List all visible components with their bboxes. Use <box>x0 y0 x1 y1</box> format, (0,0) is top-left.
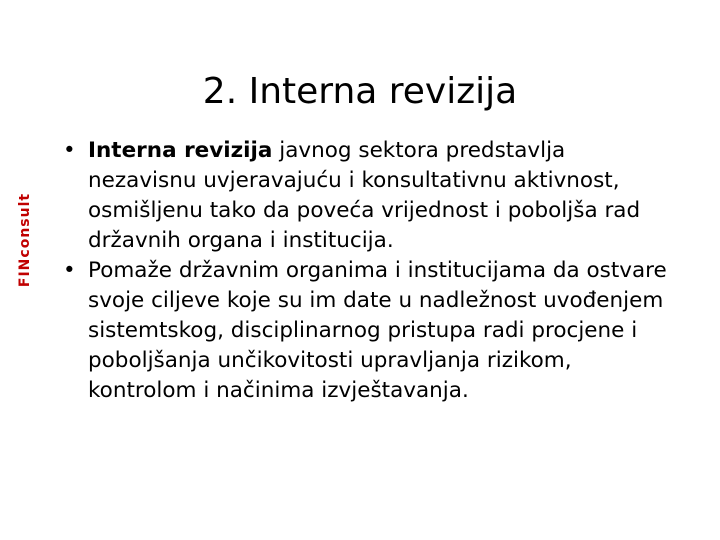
bullet-item-2 <box>60 256 680 406</box>
bullet-1-text: javnog sektora predstavlja nezavisnu uvjeravajuću i konsultativnu aktivnost, osmišljenu tako da poveća vrijednost i poboljša rad državnih organa i institucija. <box>88 138 641 253</box>
bullet-list <box>60 136 680 406</box>
slide-title: 2. Interna revizija <box>202 71 518 113</box>
bullet-2-text: Pomaže državnim organima i institucijama da ostvare svoje ciljeve koje su im date u nadležnost uvođenjem sistemtskog, disciplinarnog pristupa radi procjene i poboljšanja unčikovitosti upravljanja rizikom, kontrolom i načinima izvještavanja. <box>88 258 667 403</box>
brand-logo <box>14 166 36 314</box>
bullet-1-bold-lead: Interna revizija <box>88 138 273 163</box>
brand-text: FINconsult <box>17 192 34 288</box>
bullet-item-1 <box>60 136 680 256</box>
